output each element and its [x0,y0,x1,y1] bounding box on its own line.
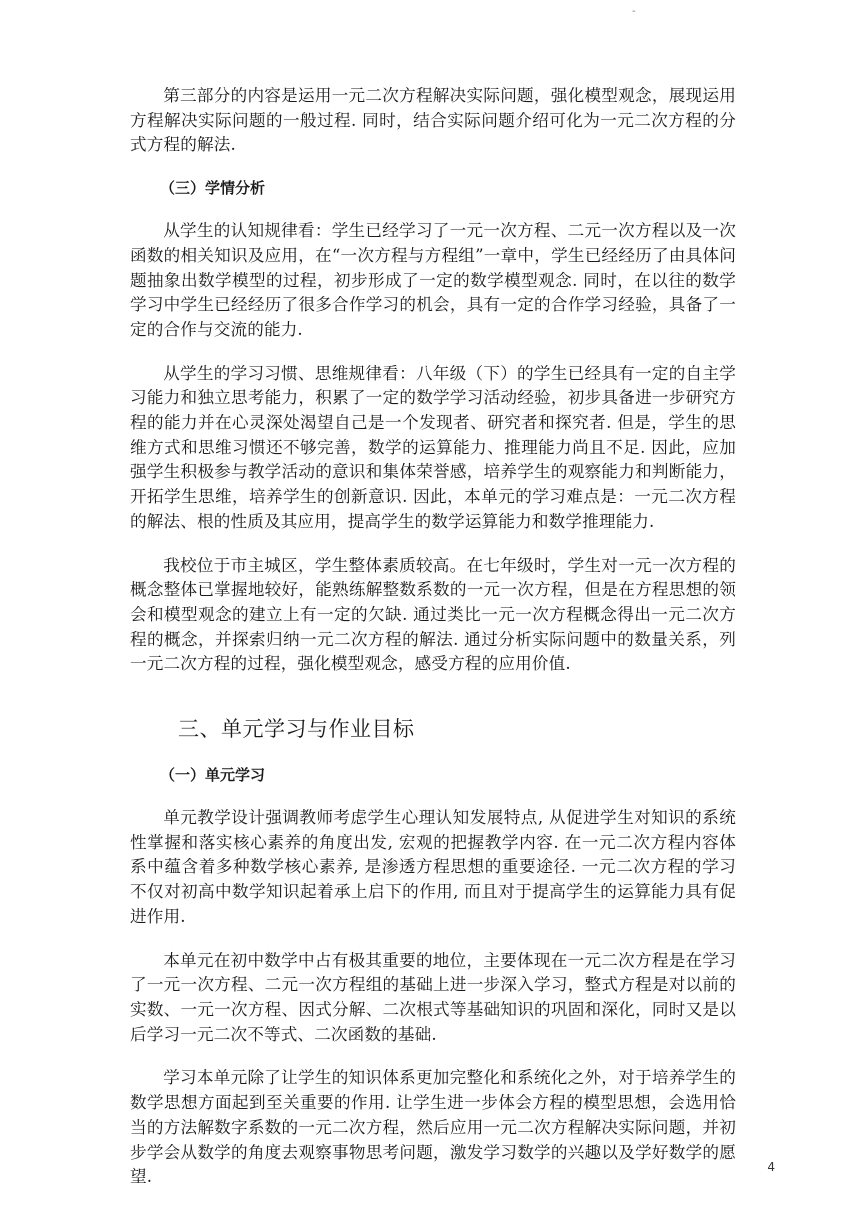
paragraph-unit-importance: 本单元在初中数学中占有极其重要的地位，主要体现在一元二次方程是在学习了一元一次方程、二元一次方程组的基础上进一步深入学习，整式方程是对以前的实数、一元一次方程、因式分解、二次根式等基础知识的巩固和深化，同时又是以后学习一元二次不等式、二次函数的基础. [130,950,736,1044]
page-number: 4 [767,1160,775,1174]
heading-unit-learning: （一）单元学习 [160,766,266,785]
paragraph-learning-habits: 从学生的学习习惯、思维规律看：八年级（下）的学生已经具有一定的自主学习能力和独立思考能力，积累了一定的数学学习活动经验，初步具备进一步研究方程的能力并在心灵深处渴望自己是一个发现者、研究者和探究者. 但是，学生的思维方式和思维习惯还不够完善，数学的运算能力、推理能力尚且不足. 因此，应加强学生积极参与教学活动的意识和集体荣誉感，培养学生的观察能力和判断能力，开拓学生思维，培养学生的创新意识. 因此，本单元的学习难点是：一元二次方程的解法、根的性质及其应用，提高学生的数学运算能力和数学推理能力. [130,363,736,531]
page-body [130,84,736,1209]
heading-xueqing-analysis: （三）学情分析 [160,179,266,198]
paragraph-cognitive: 从学生的认知规律看：学生已经学习了一元一次方程、二元一次方程以及一次函数的相关知识及应用，在“一次方程与方程组”一章中，学生已经经历了由具体问题抽象出数学模型的过程，初步形成了一定的数学模型观念. 同时，在以往的数学学习中学生已经经历了很多合作学习的机会，具有一定的合作学习经验，具备了一定的合作与交流的能力. [130,221,736,339]
paragraph-unit-design: 单元教学设计强调教师考虑学生心理认知发展特点, 从促进学生对知识的系统性掌握和落实核心素养的角度出发, 宏观的把握教学内容. 在一元二次方程内容体系中蕴含着多种数学核心素养, 是渗透方程思想的重要途径. 一元二次方程的学习不仅对初高中数学知识起着承上启下的作用, 而且对于提高学生的运算能力具有促进作用. [130,808,736,926]
header-mark: - [632,6,636,17]
paragraph-part3-content: 第三部分的内容是运用一元二次方程解决实际问题，强化模型观念，展现运用方程解决实际问题的一般过程. 同时，结合实际问题介绍可化为一元二次方程的分式方程的解法. [130,86,736,155]
paragraph-school-context: 我校位于市主城区，学生整体素质较高。在七年级时，学生对一元一次方程的概念整体已掌握地较好，能熟练解整数系数的一元一次方程，但是在方程思想的领会和模型观念的建立上有一定的欠缺. 通过类比一元一次方程概念得出一元二次方程的概念，并探索归纳一元二次方程的解法. 通过分析实际问题中的数量关系，列一元二次方程的过程，强化模型观念，感受方程的应用价值. [130,555,736,674]
paragraph-unit-value: 学习本单元除了让学生的知识体系更加完整化和系统化之外，对于培养学生的数学思想方面起到至关重要的作用. 让学生进一步体会方程的模型思想，会选用恰当的方法解数字系数的一元二次方程，然后应用一元二次方程解决实际问题，并初步学会从数学的角度去观察事物思考问题，激发学习数学的兴趣以及学好数学的愿望. [130,1068,736,1187]
section-heading-goals: 三、单元学习与作业目标 [178,717,415,742]
